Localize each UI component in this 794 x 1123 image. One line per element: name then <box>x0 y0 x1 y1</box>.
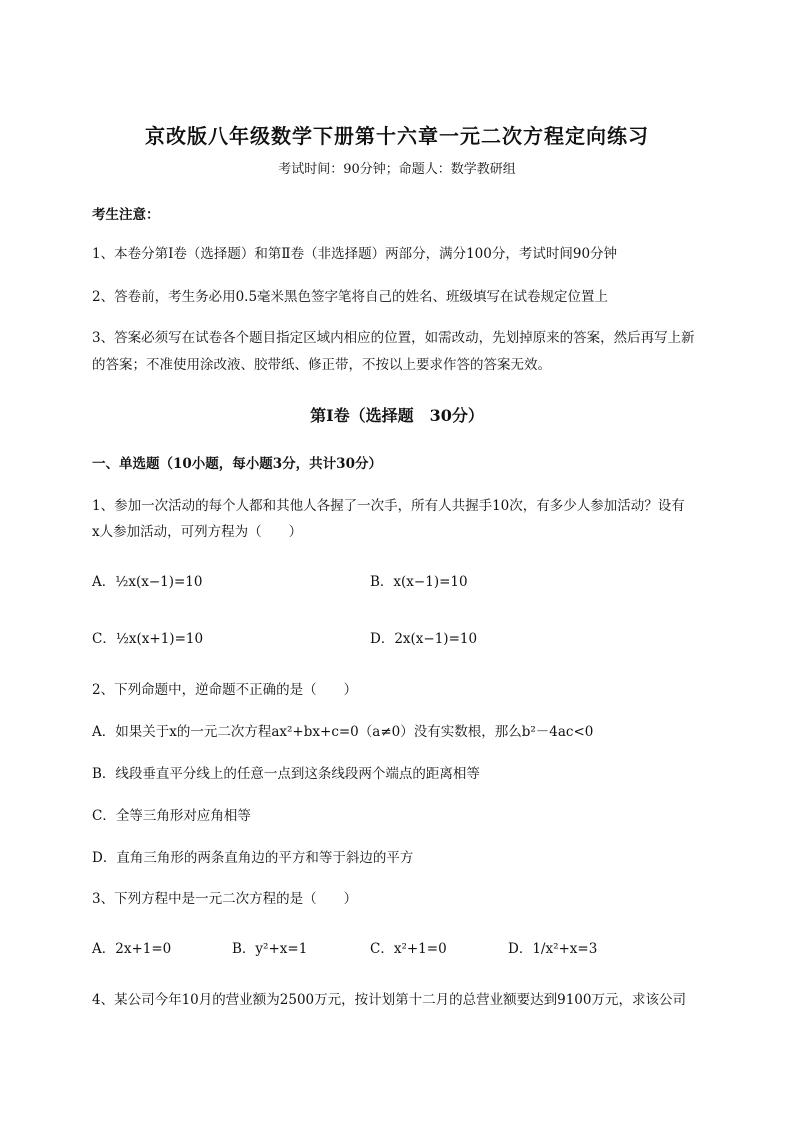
q1-option-d: D．2x(x−1)=10 <box>370 631 478 647</box>
part-heading: 一、单选题（10小题，每小题3分，共计30分） <box>92 456 382 472</box>
section-title: 第Ⅰ卷（选择题 30分） <box>310 406 484 425</box>
q2-option-d: D．直角三角形的两条直角边的平方和等于斜边的平方 <box>92 850 414 866</box>
page-title: 京改版八年级数学下册第十六章一元二次方程定向练习 <box>145 124 649 148</box>
q3-option-a: A．2x+1=0 <box>92 941 172 957</box>
q3-option-c: C．x²+1=0 <box>370 941 447 957</box>
q1-option-b: B．x(x−1)=10 <box>370 574 468 590</box>
exam-info: 考试时间：90分钟；命题人：数学教研组 <box>278 162 516 177</box>
q1-option-c: C．½x(x+1)=10 <box>92 631 204 647</box>
q1-stem-line1: 1、参加一次活动的每个人都和其他人各握了一次手，所有人共握手10次，有多少人参加活动？设有 <box>92 498 685 514</box>
notice-item-2: 2、答卷前，考生务必用0.5毫米黑色签字笔将自己的姓名、班级填写在试卷规定位置上 <box>92 289 609 305</box>
notice-item-3: 3、答案必须写在试卷各个题目指定区域内相应的位置，如需改动，先划掉原来的答案，然后再写上新 <box>92 330 695 346</box>
q1-stem-line2: x人参加活动，可列方程为（ ） <box>92 524 303 540</box>
q2-stem: 2、下列命题中，逆命题不正确的是（ ） <box>92 682 358 698</box>
notice-item-3-cont: 的答案；不准使用涂改液、胶带纸、修正带，不按以上要求作答的答案无效。 <box>92 357 551 373</box>
notice-item-1: 1、本卷分第Ⅰ卷（选择题）和第Ⅱ卷（非选择题）两部分，满分100分，考试时间90分钟 <box>92 246 618 262</box>
q2-option-a: A．如果关于x的一元二次方程ax²+bx+c=0（a≠0）没有实数根，那么b²－4ac<0 <box>92 724 594 740</box>
q3-option-d: D．1/x²+x=3 <box>508 941 598 957</box>
q2-option-b: B．线段垂直平分线上的任意一点到这条线段两个端点的距离相等 <box>92 766 480 782</box>
q3-stem: 3、下列方程中是一元二次方程的是（ ） <box>92 891 358 907</box>
q3-option-b: B．y²+x=1 <box>232 941 308 957</box>
q1-option-a: A．½x(x−1)=10 <box>92 574 203 590</box>
q4-stem: 4、某公司今年10月的营业额为2500万元，按计划第十二月的总营业额要达到9100万元，求该公司 <box>92 992 686 1008</box>
notice-heading: 考生注意： <box>92 207 160 223</box>
q2-option-c: C．全等三角形对应角相等 <box>92 808 251 824</box>
